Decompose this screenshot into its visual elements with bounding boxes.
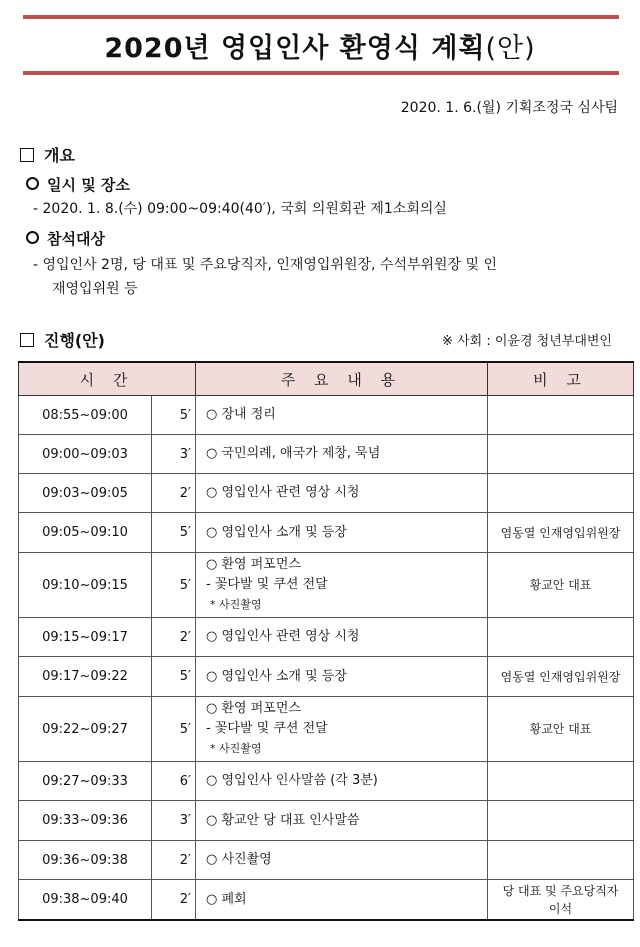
row-note: [488, 801, 634, 841]
section-overview-heading: [20, 143, 75, 166]
row-note: [488, 435, 634, 474]
row-duration: 5′: [152, 396, 196, 435]
header-note: 비 고: [488, 362, 634, 396]
row-duration: 5′: [152, 697, 196, 762]
table-row: [19, 841, 634, 880]
row-content-line: ○ 장내 정리: [206, 407, 276, 422]
row-note: [488, 880, 634, 921]
page-title: [0, 26, 640, 65]
title-main: 2020년 영입인사 환영식 계획: [104, 33, 486, 64]
bottom-rule: [23, 71, 619, 75]
row-content-line: ○ 영입인사 소개 및 등장: [206, 524, 347, 540]
row-content-line: ○ 황교안 당 대표 인사말씀: [206, 812, 360, 828]
square-bullet-icon: [20, 148, 34, 162]
row-content-line: ○ 영입인사 관련 영상 시청: [206, 629, 360, 644]
row-content-line: ○ 국민의례, 애국가 제창, 묵념: [206, 446, 381, 461]
row-time: 09:17~09:22: [19, 657, 152, 697]
row-content-note: * 사진촬영: [210, 598, 262, 611]
row-content: [196, 762, 488, 801]
table-row: [19, 474, 634, 513]
row-duration: 6′: [152, 762, 196, 801]
row-time: 09:10~09:15: [19, 553, 152, 618]
row-duration: 2′: [152, 880, 196, 921]
row-content: [196, 553, 488, 618]
section-overview-label: 개요: [44, 146, 75, 165]
row-time: 08:55~09:00: [19, 396, 152, 435]
row-content: [196, 474, 488, 513]
row-content-line: ○ 환영 퍼포먼스: [206, 557, 301, 572]
table-row: [19, 513, 634, 553]
row-time: 09:05~09:10: [19, 513, 152, 553]
header-content: 주 요 내 용: [196, 362, 488, 396]
row-time: 09:00~09:03: [19, 435, 152, 474]
attendees-text-line2: 재영입위원 등: [52, 281, 138, 297]
row-time: 09:03~09:05: [19, 474, 152, 513]
row-time: 09:15~09:17: [19, 618, 152, 657]
row-time: 09:27~09:33: [19, 762, 152, 801]
table-row: [19, 618, 634, 657]
row-note: 황교안 대표: [488, 697, 634, 762]
row-note: [488, 841, 634, 880]
table-header-row: [19, 362, 634, 396]
row-note: [488, 762, 634, 801]
row-duration: 3′: [152, 435, 196, 474]
section-progress-heading: [20, 328, 105, 351]
row-content-subline: - 꽃다발 및 쿠션 전달: [206, 721, 328, 736]
row-content: [196, 801, 488, 841]
row-note-line2: 이석: [548, 901, 573, 916]
row-content-line: ○ 영입인사 관련 영상 시청: [206, 485, 360, 500]
row-content: [196, 657, 488, 697]
row-time: 09:33~09:36: [19, 801, 152, 841]
datetime-place-text: - 2020. 1. 8.(수) 09:00~09:40(40′), 국회 의원회관 제1소회의실: [33, 201, 447, 217]
row-content-line: ○ 영입인사 소개 및 등장: [206, 668, 347, 684]
table-row: [19, 396, 634, 435]
row-content-line: ○ 폐회: [206, 891, 247, 907]
section-progress-label: 진행(안): [44, 331, 105, 350]
row-content-line: ○ 사진촬영: [206, 852, 272, 867]
row-content: [196, 618, 488, 657]
date-department: 2020. 1. 6.(월) 기획조정국 심사팀: [400, 100, 618, 116]
row-note: 염동열 인재영입위원장: [488, 657, 634, 697]
row-note-line1: 당 대표 및 주요당직자: [502, 883, 619, 898]
header-time: 시 간: [19, 362, 196, 396]
circle-bullet-icon: [26, 177, 39, 190]
circle-bullet-icon: [26, 231, 39, 244]
table-row: [19, 801, 634, 841]
row-duration: 2′: [152, 474, 196, 513]
row-note: [488, 396, 634, 435]
row-time: 09:36~09:38: [19, 841, 152, 880]
row-content: [196, 880, 488, 921]
top-rule: [23, 15, 619, 19]
square-bullet-icon: [20, 333, 34, 347]
table-row: [19, 697, 634, 762]
attendees-text-line1: - 영입인사 2명, 당 대표 및 주요당직자, 인재영입위원장, 수석부위원장 및 인: [33, 257, 498, 273]
row-content-subline: - 꽃다발 및 쿠션 전달: [206, 577, 328, 592]
row-time: 09:22~09:27: [19, 697, 152, 762]
row-note: 염동열 인재영입위원장: [488, 513, 634, 553]
title-suffix: (안): [485, 33, 536, 64]
schedule-table: [18, 361, 634, 921]
table-row: [19, 435, 634, 474]
table-row: [19, 657, 634, 697]
table-row: [19, 762, 634, 801]
row-content: [196, 513, 488, 553]
row-note: 황교안 대표: [488, 553, 634, 618]
row-duration: 2′: [152, 841, 196, 880]
subsection-datetime-label: 일시 및 장소: [47, 176, 130, 194]
row-duration: 5′: [152, 513, 196, 553]
row-duration: 3′: [152, 801, 196, 841]
row-content: [196, 396, 488, 435]
row-note: [488, 618, 634, 657]
row-content: [196, 841, 488, 880]
row-content-line: ○ 환영 퍼포먼스: [206, 701, 301, 716]
row-note: [488, 474, 634, 513]
table-row: [19, 880, 634, 921]
row-duration: 5′: [152, 657, 196, 697]
row-time: 09:38~09:40: [19, 880, 152, 921]
subsection-attendees-label: 참석대상: [47, 230, 105, 248]
row-duration: 5′: [152, 553, 196, 618]
row-duration: 2′: [152, 618, 196, 657]
row-content: [196, 697, 488, 762]
subsection-datetime-place: [26, 174, 130, 195]
row-content-line: ○ 영입인사 인사말씀 (각 3분): [206, 773, 378, 788]
table-row: [19, 553, 634, 618]
subsection-attendees: [26, 228, 105, 249]
row-content-note: * 사진촬영: [210, 742, 262, 755]
mc-note: ※ 사회 : 이윤경 청년부대변인: [442, 334, 612, 349]
row-content: [196, 435, 488, 474]
